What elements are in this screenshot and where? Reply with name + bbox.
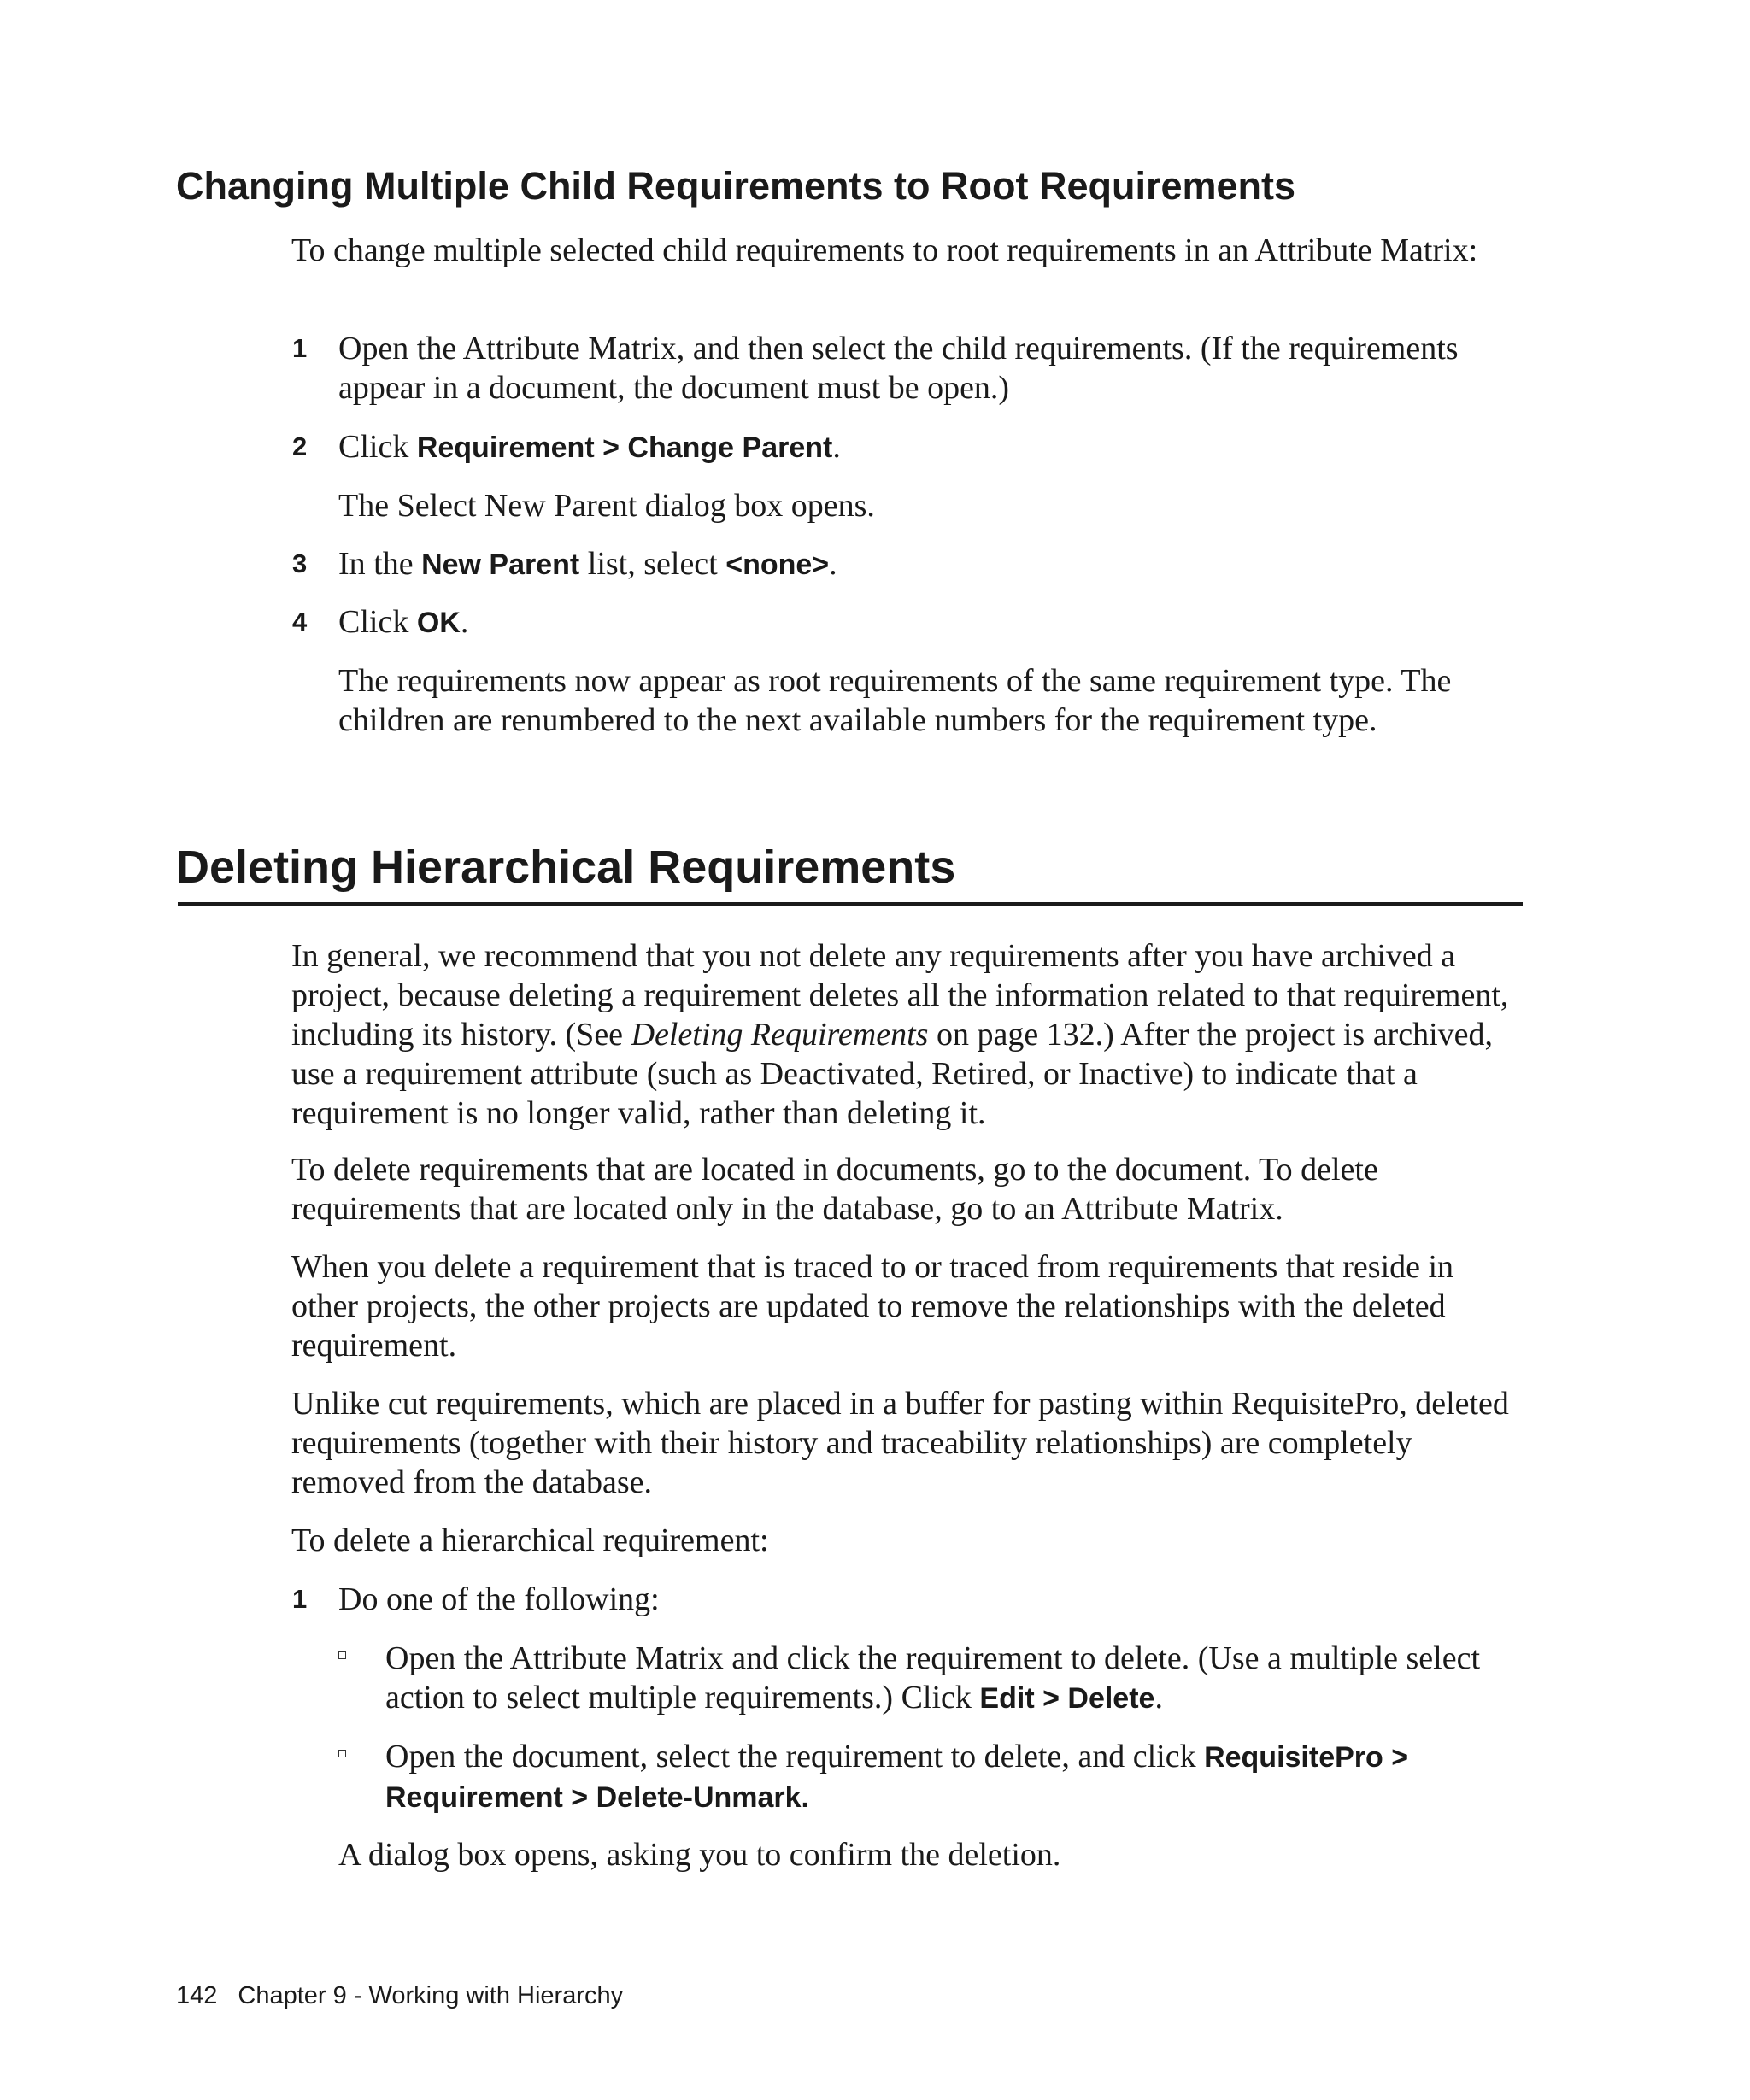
step-text-pre: In the xyxy=(338,546,422,582)
bullet-item xyxy=(385,1639,1522,1718)
paragraph-text: on page 132.) After the project is archived, use a requirement attribute (such as Deactivated, Retired, or Inactive) to indicate that a requirement is no longer valid, rather than deleting it. xyxy=(291,1017,1493,1131)
bullet-icon xyxy=(338,1651,346,1659)
step-text xyxy=(338,427,1526,467)
step-result: A dialog box opens, asking you to confirm the deletion. xyxy=(338,1837,1061,1873)
menu-path: Requirement > Change Parent xyxy=(416,431,833,464)
ui-label: New Parent xyxy=(421,548,580,581)
step-number: 3 xyxy=(292,548,308,578)
ui-label: OK xyxy=(416,607,461,639)
page-number: 142 xyxy=(176,1982,218,2009)
page-footer xyxy=(176,1980,623,2011)
paragraph: Unlike cut requirements, which are placed in a buffer for pasting within RequisitePro, deleted requirements (together with their history and traceability relationships) are completely removed from the database. xyxy=(291,1386,1509,1500)
step-text-pre: Click xyxy=(338,604,417,640)
heading-rule xyxy=(178,902,1523,906)
bullet-text-pre: Open the Attribute Matrix and click the requirement to delete. (Use a multiple select action to select multiple requirements.) Click xyxy=(385,1640,1481,1716)
paragraph xyxy=(291,936,1526,1133)
section-heading-change-to-root: Changing Multiple Child Requirements to Root Requirements xyxy=(176,164,1296,208)
paragraph: To delete requirements that are located in documents, go to the document. To delete requirements that are located only in the database, go to an Attribute Matrix. xyxy=(291,1152,1378,1227)
paragraph: To delete a hierarchical requirement: xyxy=(291,1522,769,1558)
step-text: Do one of the following: xyxy=(338,1581,660,1617)
menu-path: RequisitePro > Requirement > Delete-Unmark. xyxy=(385,1741,1409,1814)
step-text-post: . xyxy=(829,546,837,582)
cross-reference-link: Deleting Requirements xyxy=(631,1017,929,1053)
ui-label: <none> xyxy=(725,548,830,581)
bullet-text-pre: Open the document, select the requirement to delete, and click xyxy=(385,1739,1205,1774)
step-result: The Select New Parent dialog box opens. xyxy=(338,488,875,524)
bullet-item xyxy=(385,1737,1522,1817)
section-heading-deleting: Deleting Hierarchical Requirements xyxy=(176,842,956,893)
step-text: Open the Attribute Matrix, and then select the child requirements. (If the requirements appear in a document, the document must be open.) xyxy=(338,331,1459,406)
step-text-mid: list, select xyxy=(579,546,726,582)
step-number: 2 xyxy=(292,431,308,461)
menu-path: Edit > Delete xyxy=(979,1682,1155,1715)
step-number: 1 xyxy=(292,333,308,363)
chapter-title: Chapter 9 - Working with Hierarchy xyxy=(238,1982,624,2009)
intro-paragraph: To change multiple selected child requirements to root requirements in an Attribute Matrix: xyxy=(291,232,1478,268)
step-number: 1 xyxy=(292,1584,308,1614)
paragraph: When you delete a requirement that is traced to or traced from requirements that reside in other projects, the other projects are updated to remove the relationships with the deleted requirement. xyxy=(291,1249,1454,1364)
step-text-post: . xyxy=(460,604,469,640)
step-text-pre: Click xyxy=(338,429,417,465)
paragraph-text: In general, we recommend that you not delete any requirements after you have archived a project, because deleting a requirement deletes all the information related to that requirement, including its history. (See xyxy=(291,938,1509,1053)
step-text xyxy=(338,544,1526,584)
step-number: 4 xyxy=(292,607,308,636)
step-text-post: . xyxy=(832,429,841,465)
bullet-text-post: . xyxy=(1154,1680,1163,1716)
step-text xyxy=(338,602,1526,642)
step-result: The requirements now appear as root requirements of the same requirement type. The children are renumbered to the next available numbers for the requirement type. xyxy=(338,663,1452,738)
bullet-icon xyxy=(338,1750,346,1757)
